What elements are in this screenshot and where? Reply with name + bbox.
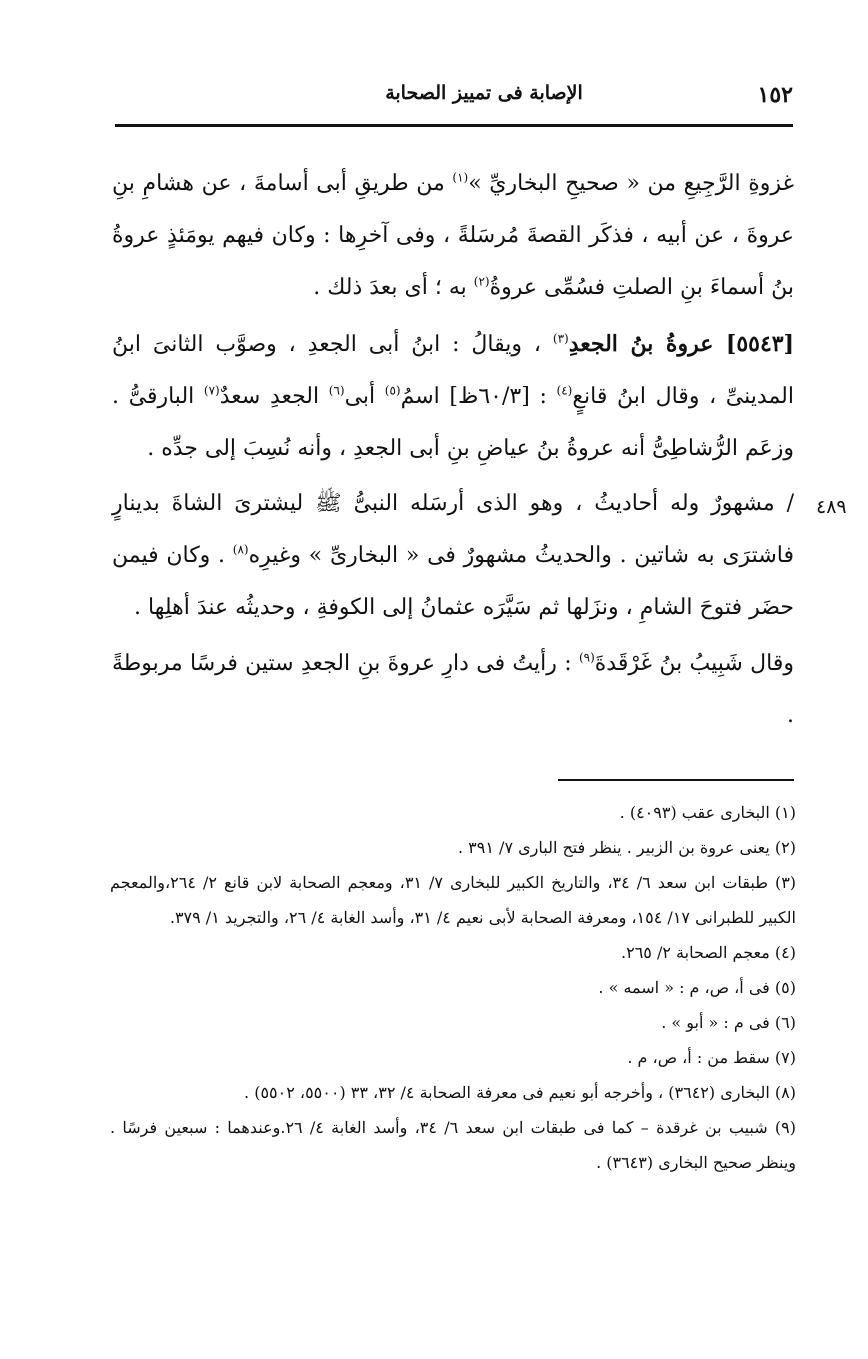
footnote-ref-6: (٦) xyxy=(328,383,345,398)
text: . وكان فيمن حضَر فتوحَ الشامِ ، ونزَلها ثم سَيَّرَه عثمانُ إلى الكوفةِ ، وحديثُه عندَ أهلِها . xyxy=(112,543,794,620)
footnote-5: (٥) فى أ، ص، م : « اسمه » . xyxy=(598,978,796,997)
footnote-1: (١) البخارى عقب (٤٠٩٣) . xyxy=(619,803,796,822)
footnote-ref-1: (١) xyxy=(452,170,469,185)
footnote-9: (٩) شبيب بن غرقدة – كما فى طبقات ابن سعد ٦/ ٣٤، وأسد الغابة ٤/ ٢٦.وعندهما : سبعين فرسًا . وينظر صحيح البخارى (٣٦٤٣) . xyxy=(110,1118,797,1172)
text: / مشهورٌ وله أحاديثُ ، وهو الذى أرسَله النبىُّ ﷺ ليشترىَ الشاةَ بدينارٍ فاشترَى به شاتين . والحديثُ مشهورٌ فى « البخارىِّ » وغيرِه xyxy=(112,491,794,568)
paragraph-4 xyxy=(112,638,794,742)
footnote-ref-8: (٨) xyxy=(232,542,249,557)
footnote-ref-4: (٤) xyxy=(556,383,573,398)
text: الجعدِ سعدٌ xyxy=(219,384,329,409)
text: ، ويقالُ : ابنُ أبى الجعدِ ، وصوَّب الثانىَ ابنُ المدينىِّ ، وقال ابنُ قانعٍ xyxy=(112,332,794,409)
text: من طريقِ أبى أسامةَ ، عن هشامِ بنِ عروةَ ، عن أبيه ، فذكَر القصةَ مُرسَلةً ، وفى آخرِها : وكان فيهم يومَئذٍ عروةُ بنُ أسماءَ بنِ الصلتِ فسُمِّى عروةُ xyxy=(112,171,794,300)
text: البارقىُّ . وزعَم الرُّشاطِىُّ أنه عروةُ بنُ عياضِ بنِ أبى الجعدِ ، وأنه نُسِبَ إلى جدِّه . xyxy=(112,384,794,461)
paragraph-3 xyxy=(112,478,794,634)
footnote-ref-7: (٧) xyxy=(203,383,220,398)
footnote-4: (٤) معجم الصحابة ٢/ ٢٦٥. xyxy=(621,943,796,962)
running-header xyxy=(115,82,793,116)
footnote-8: (٨) البخارى (٣٦٤٢) ، وأخرجه أبو نعيم فى معرفة الصحابة ٤/ ٣٢، ٣٣ (٥٥٠٠، ٥٥٠٢) . xyxy=(244,1083,796,1102)
header-rule xyxy=(115,124,793,127)
margin-page-ref: ٤٨٩ xyxy=(816,496,847,518)
footnote-2: (٢) يعنى عروة بن الزبير . ينظر فتح البارى ٧/ ٣٩١ . xyxy=(458,838,796,857)
footnote-7: (٧) سقط من : أ، ص، م . xyxy=(627,1048,796,1067)
paragraph-1 xyxy=(112,158,794,314)
page-number: ١٥٢ xyxy=(757,82,793,108)
entry-heading: [٥٥٤٣] عروةُ بنُ الجعدِ xyxy=(568,331,794,357)
footnote-rule xyxy=(558,779,794,781)
footnote-3: (٣) طبقات ابن سعد ٦/ ٣٤، والتاريخ الكبير للبخارى ٧/ ٣١، ومعجم الصحابة لابن قانع ٢/ ٢٦٤،والمعجم الكبير للطبرانى ١٧/ ١٥٤، ومعرفة الصحابة لأبى نعيم ٤/ ٣١، وأسد الغابة ٤/ ٢٦، والتجريد ١/ ٣٧٩. xyxy=(110,873,797,927)
footnote-ref-3: (٣) xyxy=(552,331,569,346)
text: : رأيتُ فى دارِ عروةَ بنِ الجعدِ ستين فرسًا مربوطةً . xyxy=(112,651,794,728)
running-title: الإصابة فى تمييز الصحابة xyxy=(385,82,583,104)
footnotes xyxy=(110,795,796,1180)
footnote-6: (٦) فى م : « أبو » . xyxy=(661,1013,796,1032)
text: غزوةِ الرَّجِيعِ من « صحيحِ البخاريِّ » xyxy=(468,171,794,196)
text: به ؛ أى بعدَ ذلك . xyxy=(313,275,474,300)
entry-paragraph xyxy=(112,318,794,475)
text: وقال شَبِيبُ بنُ غَرْقَدةَ xyxy=(594,651,795,676)
text: : [٦٠/٣ظ] اسمُ xyxy=(400,384,557,409)
text: أبى xyxy=(344,384,385,409)
footnote-ref-9: (٩) xyxy=(578,650,595,665)
footnote-ref-5: (٥) xyxy=(384,383,401,398)
footnote-ref-2: (٢) xyxy=(473,274,490,289)
